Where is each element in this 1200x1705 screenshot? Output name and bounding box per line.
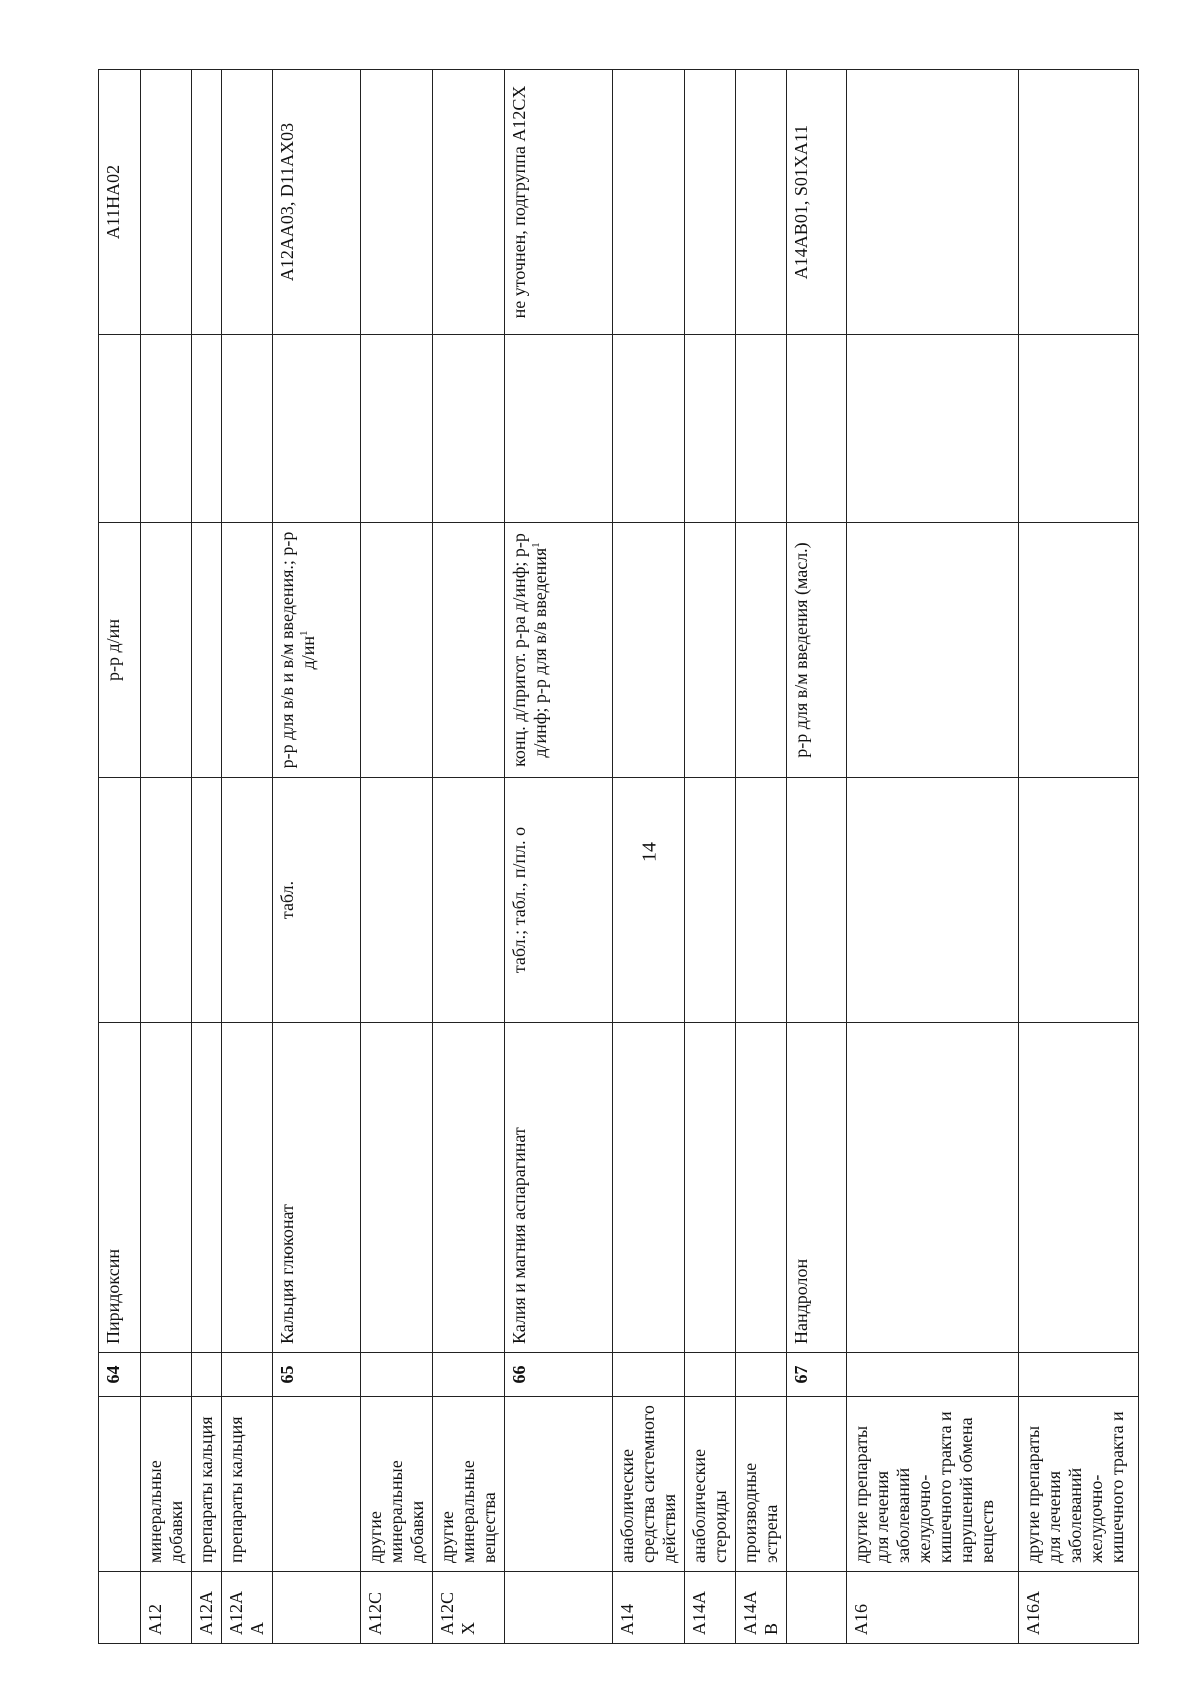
drug-name-text: Калия и магния аспарагинат xyxy=(509,1127,529,1344)
cell-atc-code xyxy=(1019,1572,1139,1644)
cell-atc-code xyxy=(787,1572,847,1644)
cell-oral-form xyxy=(433,778,505,1023)
atc-group-text: другие минеральные добавки xyxy=(365,1460,427,1563)
atc-code-text: A12AA xyxy=(226,1591,267,1635)
cell-atc-code xyxy=(505,1572,613,1644)
cell-drug-name xyxy=(1019,1023,1139,1353)
cell-atc-group xyxy=(613,1397,685,1572)
cell-atc-code xyxy=(433,1572,505,1644)
cell-atc-ref xyxy=(787,70,847,335)
cell-oral-form xyxy=(141,778,192,1023)
table-row xyxy=(273,70,361,1644)
cell-other-form xyxy=(1019,335,1139,523)
atc-code-text: A16A xyxy=(1023,1591,1043,1635)
cell-atc-group xyxy=(847,1397,1019,1572)
atc-group-text: другие минеральные вещества xyxy=(437,1460,499,1563)
cell-drug-name xyxy=(787,1023,847,1353)
cell-other-form xyxy=(273,335,361,523)
atc-code-text: A12CX xyxy=(437,1591,478,1635)
cell-item-number xyxy=(222,1353,273,1397)
cell-atc-ref xyxy=(736,70,787,335)
cell-atc-group xyxy=(192,1397,222,1572)
cell-atc-group xyxy=(273,1397,361,1572)
cell-oral-form xyxy=(736,778,787,1023)
cell-atc-ref xyxy=(141,70,192,335)
drug-table-rotated xyxy=(98,70,1127,1644)
cell-drug-name xyxy=(99,1023,141,1353)
cell-item-number xyxy=(847,1353,1019,1397)
cell-item-number xyxy=(505,1353,613,1397)
cell-atc-code xyxy=(847,1572,1019,1644)
atc-group-text: производные эстрена xyxy=(740,1462,781,1563)
cell-item-number xyxy=(141,1353,192,1397)
cell-atc-ref xyxy=(613,70,685,335)
cell-atc-code xyxy=(99,1572,141,1644)
cell-item-number xyxy=(613,1353,685,1397)
cell-atc-code xyxy=(192,1572,222,1644)
cell-item-number xyxy=(787,1353,847,1397)
cell-item-number xyxy=(1019,1353,1139,1397)
drug-name-text: Пиридоксин xyxy=(103,1249,123,1344)
atc-code-text: A14 xyxy=(617,1604,637,1635)
cell-atc-group xyxy=(787,1397,847,1572)
cell-atc-group xyxy=(505,1397,613,1572)
atc-code-text: A12C xyxy=(365,1591,385,1635)
cell-oral-form xyxy=(787,778,847,1023)
cell-oral-form xyxy=(1019,778,1139,1023)
injection-form-text: р-р д/ин xyxy=(103,619,123,681)
cell-drug-name xyxy=(141,1023,192,1353)
cell-drug-name xyxy=(736,1023,787,1353)
table-row xyxy=(222,70,273,1644)
cell-item-number xyxy=(685,1353,736,1397)
oral-form-text: табл. xyxy=(277,880,297,920)
page-number: 14 xyxy=(638,842,661,862)
atc-ref-text: не уточнен, подгруппа A12CX xyxy=(509,85,529,319)
cell-oral-form xyxy=(685,778,736,1023)
item-number-text: 66 xyxy=(509,1365,529,1384)
cell-injection-form xyxy=(685,523,736,778)
cell-atc-group xyxy=(736,1397,787,1572)
cell-injection-form xyxy=(192,523,222,778)
cell-item-number xyxy=(361,1353,433,1397)
cell-oral-form xyxy=(273,778,361,1023)
atc-ref-text: A12AA03, D11AX03 xyxy=(277,122,297,282)
cell-other-form xyxy=(141,335,192,523)
cell-injection-form xyxy=(222,523,273,778)
cell-injection-form xyxy=(847,523,1019,778)
cell-injection-form xyxy=(1019,523,1139,778)
cell-atc-ref xyxy=(222,70,273,335)
cell-atc-ref xyxy=(273,70,361,335)
table-row xyxy=(736,70,787,1644)
item-number-text: 65 xyxy=(277,1365,297,1384)
cell-injection-form xyxy=(787,523,847,778)
cell-injection-form xyxy=(361,523,433,778)
atc-code-text: A12A xyxy=(196,1591,216,1635)
cell-oral-form xyxy=(505,778,613,1023)
cell-atc-group xyxy=(361,1397,433,1572)
table-row xyxy=(847,70,1019,1644)
cell-item-number xyxy=(273,1353,361,1397)
cell-other-form xyxy=(192,335,222,523)
cell-atc-group xyxy=(222,1397,273,1572)
table-row xyxy=(361,70,433,1644)
cell-atc-ref xyxy=(433,70,505,335)
cell-oral-form xyxy=(361,778,433,1023)
atc-ref-text: A14AB01, S01XA11 xyxy=(791,124,811,280)
oral-form-text: табл.; табл., п/пл. о xyxy=(509,826,529,974)
cell-item-number xyxy=(736,1353,787,1397)
cell-drug-name xyxy=(192,1023,222,1353)
drug-table xyxy=(98,69,1139,1644)
cell-atc-ref xyxy=(361,70,433,335)
cell-other-form xyxy=(847,335,1019,523)
drug-table-body xyxy=(99,70,1139,1644)
cell-other-form xyxy=(613,335,685,523)
footnote-marker: 1 xyxy=(298,630,310,637)
cell-atc-code xyxy=(685,1572,736,1644)
cell-atc-ref xyxy=(192,70,222,335)
cell-drug-name xyxy=(685,1023,736,1353)
cell-other-form xyxy=(99,335,141,523)
cell-item-number xyxy=(433,1353,505,1397)
cell-other-form xyxy=(736,335,787,523)
atc-group-text: минеральные добавки xyxy=(145,1460,186,1563)
cell-atc-code xyxy=(141,1572,192,1644)
atc-group-text: другие препараты для лечения заболеваний желудочно-кишечного тракта и xyxy=(1023,1411,1127,1563)
cell-other-form xyxy=(361,335,433,523)
cell-oral-form xyxy=(192,778,222,1023)
cell-atc-code xyxy=(613,1572,685,1644)
cell-drug-name xyxy=(222,1023,273,1353)
atc-group-text: препараты кальция xyxy=(226,1416,246,1563)
cell-other-form xyxy=(787,335,847,523)
cell-oral-form xyxy=(847,778,1019,1023)
cell-atc-ref xyxy=(685,70,736,335)
table-row xyxy=(192,70,222,1644)
cell-atc-code xyxy=(222,1572,273,1644)
cell-atc-ref xyxy=(99,70,141,335)
table-row xyxy=(613,70,685,1644)
atc-code-text: A14AB xyxy=(740,1591,781,1635)
cell-atc-code xyxy=(273,1572,361,1644)
drug-table-frame xyxy=(98,70,1127,1644)
item-number-text: 67 xyxy=(791,1365,811,1384)
atc-group-text: анаболические стероиды xyxy=(689,1449,730,1563)
atc-code-text: A14A xyxy=(689,1591,709,1635)
table-row xyxy=(505,70,613,1644)
cell-other-form xyxy=(505,335,613,523)
atc-group-text: анаболические средства системного действия xyxy=(617,1405,679,1563)
injection-form-text: р-р для в/в и в/м введения.; р-р д/ин xyxy=(277,531,318,769)
cell-injection-form xyxy=(736,523,787,778)
cell-drug-name xyxy=(613,1023,685,1353)
cell-oral-form xyxy=(99,778,141,1023)
cell-other-form xyxy=(222,335,273,523)
cell-injection-form xyxy=(141,523,192,778)
cell-atc-ref xyxy=(1019,70,1139,335)
cell-atc-group xyxy=(433,1397,505,1572)
table-row xyxy=(787,70,847,1644)
cell-atc-ref xyxy=(505,70,613,335)
cell-injection-form xyxy=(613,523,685,778)
table-row xyxy=(433,70,505,1644)
item-number-text: 64 xyxy=(103,1365,123,1384)
injection-form-text: р-р для в/м введения (масл.) xyxy=(791,542,811,758)
atc-ref-text: A11HA02 xyxy=(103,164,123,240)
cell-atc-code xyxy=(736,1572,787,1644)
cell-drug-name xyxy=(361,1023,433,1353)
cell-atc-group xyxy=(99,1397,141,1572)
cell-atc-group xyxy=(1019,1397,1139,1572)
atc-group-text: другие препараты для лечения заболеваний желудочно-кишечного тракта и нарушений обмена веществ xyxy=(851,1411,997,1563)
cell-atc-code xyxy=(361,1572,433,1644)
table-row xyxy=(141,70,192,1644)
atc-code-text: A12 xyxy=(145,1604,165,1635)
drug-name-text: Кальция глюконат xyxy=(277,1204,297,1344)
cell-injection-form xyxy=(99,523,141,778)
cell-injection-form xyxy=(505,523,613,778)
cell-other-form xyxy=(685,335,736,523)
footnote-marker: 1 xyxy=(530,542,542,548)
cell-atc-group xyxy=(685,1397,736,1572)
cell-drug-name xyxy=(273,1023,361,1353)
cell-drug-name xyxy=(433,1023,505,1353)
cell-atc-ref xyxy=(847,70,1019,335)
cell-oral-form xyxy=(222,778,273,1023)
cell-oral-form xyxy=(613,778,685,1023)
atc-group-text: препараты кальция xyxy=(196,1416,216,1563)
cell-other-form xyxy=(433,335,505,523)
cell-injection-form xyxy=(433,523,505,778)
injection-form-text: конц. д/пригот. р-ра д/инф; р-р д/инф; р-р для в/в введения xyxy=(509,533,550,767)
cell-item-number xyxy=(192,1353,222,1397)
table-row xyxy=(685,70,736,1644)
cell-drug-name xyxy=(505,1023,613,1353)
table-row xyxy=(1019,70,1139,1644)
table-row xyxy=(99,70,141,1644)
drug-name-text: Нандролон xyxy=(791,1258,811,1344)
atc-code-text: A16 xyxy=(851,1604,871,1635)
cell-drug-name xyxy=(847,1023,1019,1353)
cell-injection-form xyxy=(273,523,361,778)
cell-atc-group xyxy=(141,1397,192,1572)
cell-item-number xyxy=(99,1353,141,1397)
